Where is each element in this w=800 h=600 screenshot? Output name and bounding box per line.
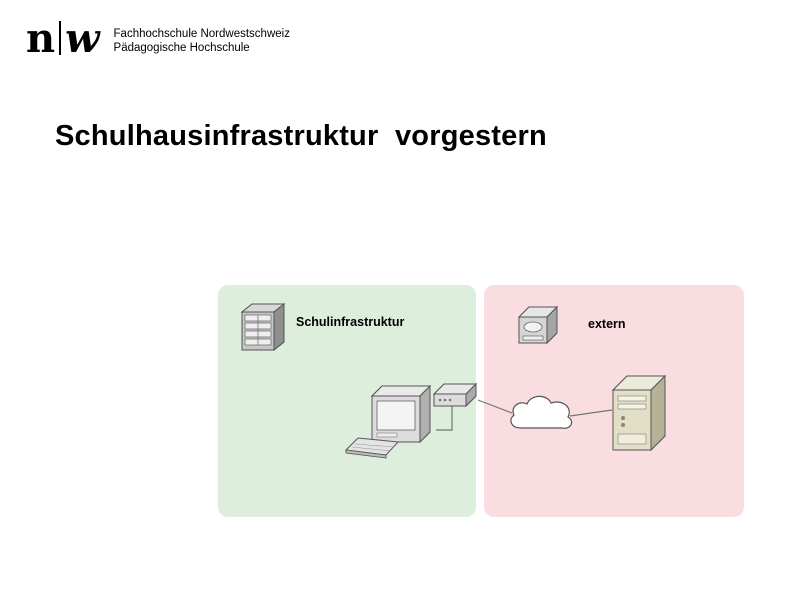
logo-letter-n: n bbox=[26, 15, 56, 62]
small-server-icon bbox=[513, 303, 561, 351]
logo-line-1: Fachhochschule Nordwestschweiz bbox=[113, 28, 290, 40]
logo-letter-w: w bbox=[65, 15, 100, 62]
server-rack-icon bbox=[238, 302, 288, 354]
page-title: Schulhausinfrastruktur vorgestern bbox=[55, 120, 547, 152]
keyboard-icon bbox=[344, 434, 400, 460]
network-cloud-icon bbox=[505, 390, 577, 440]
tower-server-icon bbox=[605, 368, 677, 460]
zone-label-extern: extern bbox=[588, 317, 626, 331]
zone-label-schulinfrastruktur: Schulinfrastruktur bbox=[296, 315, 405, 329]
logo-line-2: Pädagogische Hochschule bbox=[113, 42, 250, 54]
modem-icon bbox=[432, 380, 478, 408]
